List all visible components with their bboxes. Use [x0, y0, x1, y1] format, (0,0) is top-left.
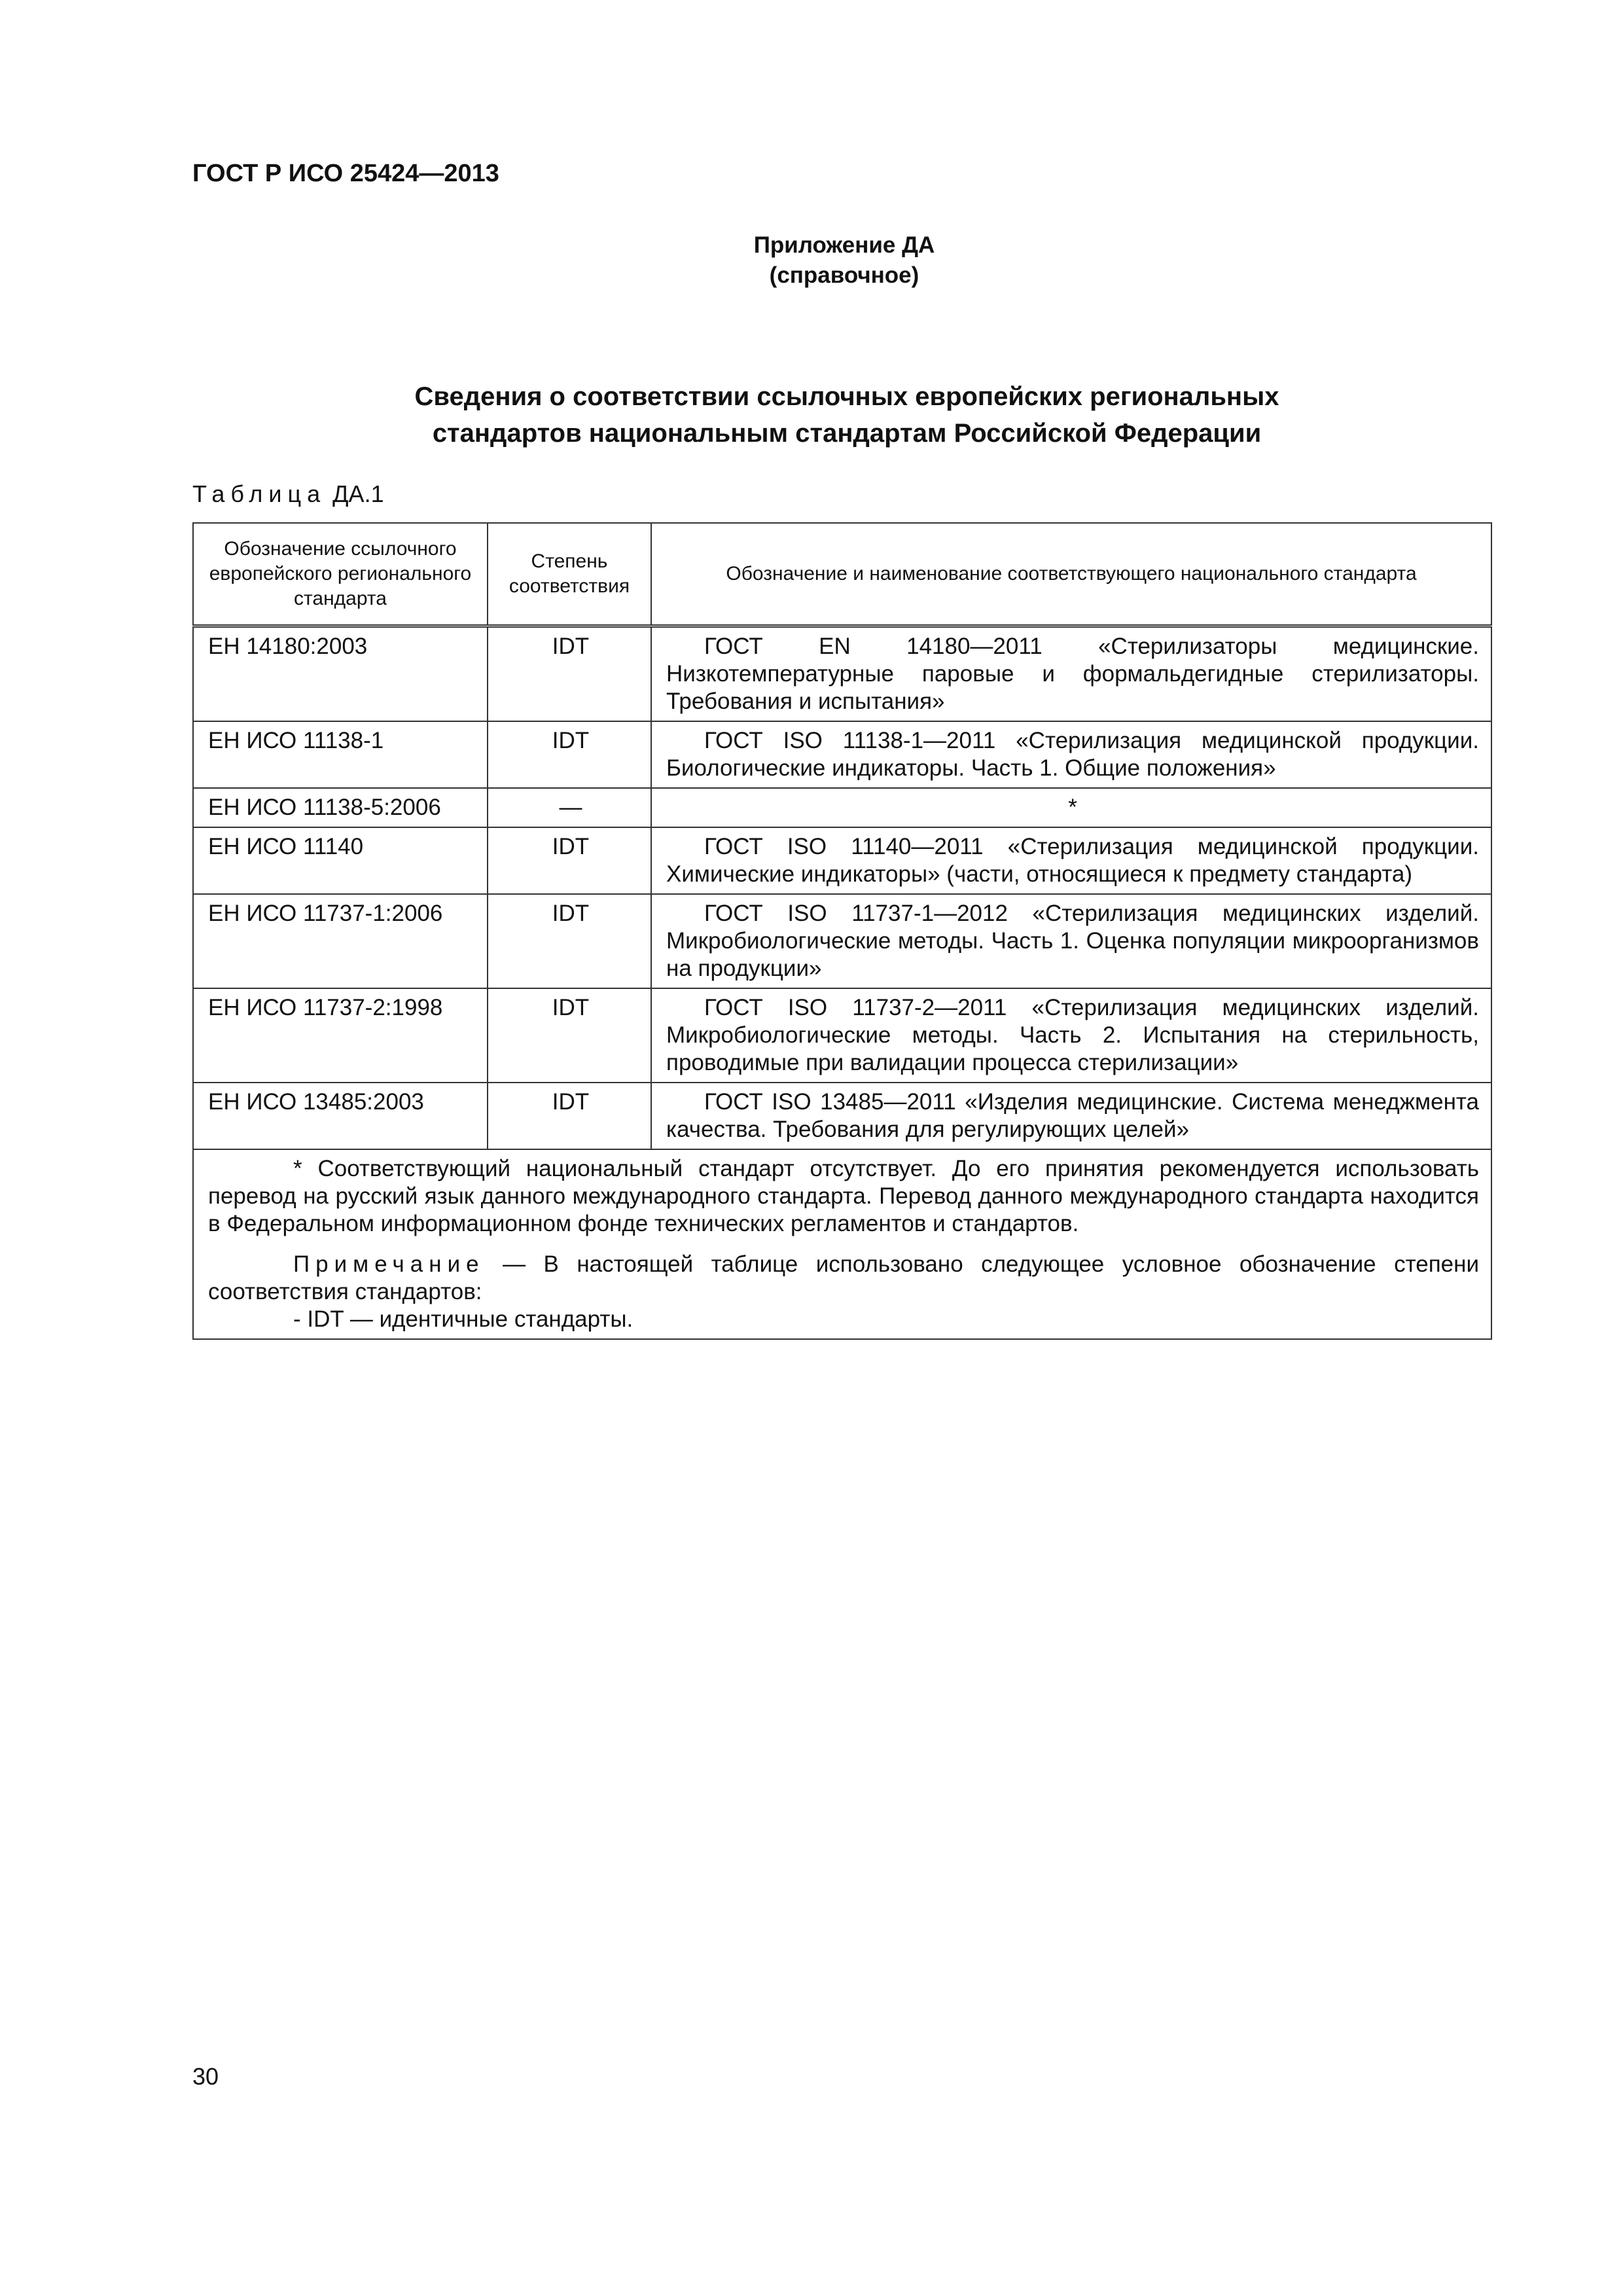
footnote: * Соответствующий национальный стандарт отсутствует. До его принятия рекомендуется использовать перевод на русский язык данного международного стандарта. Перевод данного международного стандарта находится в Федеральном информационном фонде технических регламентов и стандартов. [208, 1156, 1479, 1236]
note-text: — В настоящей таблице использовано следующее условное обозначение степени соответствия стандартов: [208, 1251, 1479, 1304]
cell-reference: ЕН ИСО 11737-1:2006 [193, 894, 488, 988]
cell-degree: IDT [488, 827, 651, 894]
appendix-kind: (справочное) [769, 262, 919, 288]
cell-degree: IDT [488, 626, 651, 722]
main-title-line-1: Сведения о соответствии ссылочных европейских региональных [414, 382, 1279, 411]
cell-reference: ЕН ИСО 11140 [193, 827, 488, 894]
header-degree: Степень соответствия [488, 523, 651, 626]
cell-reference: ЕН ИСО 11138-1 [193, 721, 488, 788]
note-item: - IDT — идентичные стандарты. [293, 1306, 633, 1332]
cell-degree: — [488, 788, 651, 827]
document-code: ГОСТ Р ИСО 25424—2013 [192, 160, 499, 187]
appendix-title: Приложение ДА [753, 232, 935, 258]
note-label: Примечание [293, 1251, 485, 1277]
correspondence-table [192, 522, 1492, 1340]
main-title [192, 378, 1501, 452]
table-caption-word: Таблица [192, 480, 327, 507]
cell-national: ГОСТ ISO 11138-1—2011 «Стерилизация медицинской продукции. Биологические индикаторы. Часть 1. Общие положения» [651, 721, 1491, 788]
cell-national: ГОСТ ISO 11140—2011 «Стерилизация медицинской продукции. Химические индикаторы» (части, относящиеся к предмету стандарта) [651, 827, 1491, 894]
table-row [193, 788, 1491, 827]
cell-reference: ЕН ИСО 11138-5:2006 [193, 788, 488, 827]
table-row [193, 988, 1491, 1083]
cell-reference: ЕН 14180:2003 [193, 626, 488, 722]
table-footer [193, 1149, 1491, 1339]
cell-national: ГОСТ ISO 11737-1—2012 «Стерилизация медицинских изделий. Микробиологические методы. Часть 1. Оценка популяции микроорганизмов на продукции» [651, 894, 1491, 988]
cell-degree: IDT [488, 721, 651, 788]
table-row [193, 626, 1491, 722]
table-caption-number: ДА.1 [332, 480, 384, 507]
note [208, 1251, 1479, 1306]
cell-national: ГОСТ EN 14180—2011 «Стерилизаторы медицинские. Низкотемпературные паровые и формальдегидные стерилизаторы. Требования и испытания» [651, 626, 1491, 722]
table-row [193, 721, 1491, 788]
table-row [193, 827, 1491, 894]
main-title-line-2: стандартов национальным стандартам Российской Федерации [432, 419, 1262, 448]
cell-national: * [651, 788, 1491, 827]
cell-national: ГОСТ ISO 11737-2—2011 «Стерилизация медицинских изделий. Микробиологические методы. Часть 2. Испытания на стерильность, проводимые при валидации процесса стерилизации» [651, 988, 1491, 1083]
table-row [193, 894, 1491, 988]
cell-reference: ЕН ИСО 11737-2:1998 [193, 988, 488, 1083]
header-national-standard: Обозначение и наименование соответствующего национального стандарта [651, 523, 1491, 626]
table-footer-row [193, 1149, 1491, 1339]
cell-reference: ЕН ИСО 13485:2003 [193, 1083, 488, 1149]
page-number: 30 [192, 2063, 219, 2090]
cell-degree: IDT [488, 988, 651, 1083]
cell-degree: IDT [488, 1083, 651, 1149]
table-caption [192, 480, 384, 508]
table-row [193, 1083, 1491, 1149]
cell-degree: IDT [488, 894, 651, 988]
cell-national: ГОСТ ISO 13485—2011 «Изделия медицинские. Система менеджмента качества. Требования для регулирующих целей» [651, 1083, 1491, 1149]
table-header-row [193, 523, 1491, 626]
header-reference-standard: Обозначение ссылочного европейского регионального стандарта [193, 523, 488, 626]
